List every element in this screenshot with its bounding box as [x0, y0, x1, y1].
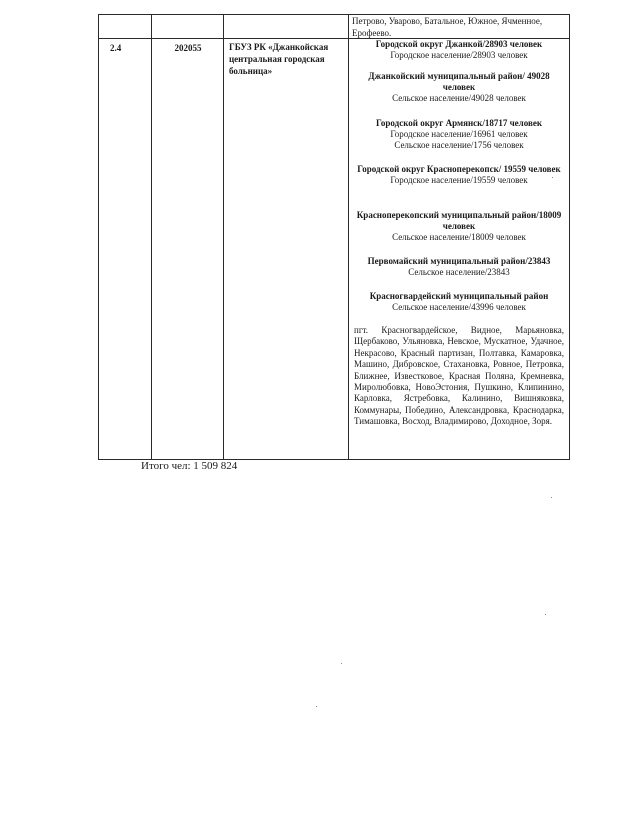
area-block [352, 164, 566, 186]
column-divider [348, 14, 349, 460]
area-population: Сельское население/1756 человек [394, 140, 524, 150]
area-heading: Городской округ Джанкой/28903 человек [375, 39, 543, 49]
area-population: Сельское население/23843 [408, 267, 510, 277]
scan-speck [552, 177, 553, 178]
area-population: Городское население/19559 человек [390, 175, 528, 185]
area-heading: Красногвардейский муниципальный район [369, 291, 549, 301]
column-divider [151, 14, 152, 460]
area-block [352, 39, 566, 61]
column-divider [223, 14, 224, 460]
row-code: 202055 [174, 43, 202, 53]
area-heading: Первомайский муниципальный район/23843 [367, 256, 551, 266]
scan-speck [545, 614, 546, 615]
area-block [352, 118, 566, 151]
grand-total: Итого чел: 1 509 824 [141, 460, 238, 472]
area-heading: Джанкойский муниципальный район/ 49028 человек [368, 71, 550, 92]
area-population: Городское население/16961 человек [390, 129, 528, 139]
table-right-border [569, 14, 570, 460]
area-population: Городское население/28903 человек [390, 50, 528, 60]
area-heading: Городской округ Армянск/18717 человек [375, 118, 543, 128]
settlements-list: пгт. Красногвардейское, Видное, Марьяновка, Щербаково, Ульяновка, Невское, Мускатное, Удачное, Некрасово, Красный партизан, Полтавка, Камаровка, Машино, Дибровское, Стахановка, Ровное, Петровка, Ближнее, Известковое, Красная Поляна, Кремневка, Миролюбовка, НовоЭстония, Пушкино, Клипинино, Карловка, Ястребовка, Калинино, Вишняковка, Коммунары, Победино, Александровка, Краснодарка, Тимашовка, Восход, Владимирово, Доходное, Зоря. [354, 325, 564, 427]
scan-speck [551, 497, 552, 498]
area-population: Сельское население/49028 человек [392, 93, 526, 103]
organization-name: ГБУЗ РК «Джанкойская центральная городская больница» [229, 42, 329, 76]
data-table [98, 14, 570, 460]
scan-speck [341, 663, 342, 664]
area-population: Сельское население/18009 человек [392, 232, 526, 242]
area-block [352, 71, 566, 104]
area-block [352, 256, 566, 278]
row-number: 2.4 [110, 43, 122, 53]
area-block [352, 291, 566, 313]
area-heading: Городской округ Красноперекопск/ 19559 человек [357, 164, 561, 174]
area-heading: Красноперекопский муниципальный район/18009 человек [356, 210, 562, 231]
area-block [352, 210, 566, 243]
table-left-border [98, 14, 99, 460]
area-population: Сельское население/43996 человек [392, 302, 526, 312]
scan-speck [316, 706, 317, 707]
previous-row-tail: Петрово, Уварово, Батальное, Южное, Ячменное, Ерофеево. [352, 16, 543, 38]
